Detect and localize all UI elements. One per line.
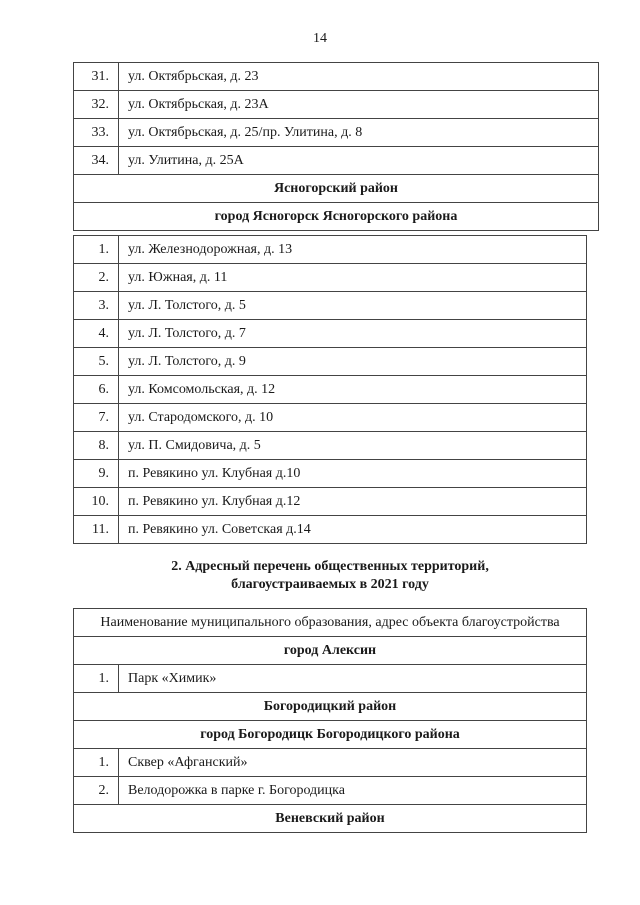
row-address: ул. Л. Толстого, д. 5 <box>119 292 587 320</box>
row-address: ул. Октябрьская, д. 23 <box>119 63 599 91</box>
row-address: ул. Л. Толстого, д. 9 <box>119 348 587 376</box>
table-header-row <box>74 609 587 637</box>
table-row <box>74 292 587 320</box>
table-row <box>74 404 587 432</box>
table-row <box>74 264 587 292</box>
row-address: ул. Южная, д. 11 <box>119 264 587 292</box>
row-number: 2. <box>74 264 119 292</box>
row-number: 32. <box>74 91 119 119</box>
row-number: 7. <box>74 404 119 432</box>
yasnogorsk-address-table <box>73 235 587 544</box>
table-row <box>74 749 587 777</box>
table-row <box>74 147 599 175</box>
row-number: 33. <box>74 119 119 147</box>
row-number: 9. <box>74 460 119 488</box>
table-row <box>74 119 599 147</box>
table-row <box>74 63 599 91</box>
page-number: 14 <box>313 31 327 46</box>
table-row <box>74 348 587 376</box>
row-number: 10. <box>74 488 119 516</box>
section-2-title-line-2: благоустраиваемых в 2021 году <box>231 577 429 592</box>
table-row <box>74 777 587 805</box>
public-territories-table <box>73 608 587 833</box>
row-number: 3. <box>74 292 119 320</box>
row-address: п. Ревякино ул. Клубная д.12 <box>119 488 587 516</box>
row-number: 11. <box>74 516 119 544</box>
city-heading-yasnogorsk: город Ясногорск Ясногорского района <box>74 203 599 231</box>
row-number: 1. <box>74 749 119 777</box>
table-row <box>74 376 587 404</box>
row-address: ул. Железнодорожная, д. 13 <box>119 236 587 264</box>
row-number: 8. <box>74 432 119 460</box>
row-number: 1. <box>74 665 119 693</box>
row-address: ул. Стародомского, д. 10 <box>119 404 587 432</box>
table-row-heading <box>74 637 587 665</box>
district-heading-yasnogorsky: Ясногорский район <box>74 175 599 203</box>
row-address: п. Ревякино ул. Советская д.14 <box>119 516 587 544</box>
row-object: Сквер «Афганский» <box>119 749 587 777</box>
table-row <box>74 236 587 264</box>
row-address: п. Ревякино ул. Клубная д.10 <box>119 460 587 488</box>
row-address: ул. П. Смидовича, д. 5 <box>119 432 587 460</box>
row-address: ул. Комсомольская, д. 12 <box>119 376 587 404</box>
city-heading-bogoroditsk: город Богородицк Богородицкого района <box>74 721 587 749</box>
table-row <box>74 91 599 119</box>
table-row <box>74 460 587 488</box>
row-object: Велодорожка в парке г. Богородицка <box>119 777 587 805</box>
table-row-heading <box>74 721 587 749</box>
row-number: 5. <box>74 348 119 376</box>
district-heading-bogoroditsky: Богородицкий район <box>74 693 587 721</box>
table-row-heading <box>74 693 587 721</box>
section-2-title <box>73 558 587 594</box>
row-address: ул. Улитина, д. 25А <box>119 147 599 175</box>
address-table-continued <box>73 62 599 231</box>
address-table-continued-body <box>74 63 599 175</box>
table-row <box>74 665 587 693</box>
row-address: ул. Октябрьская, д. 23А <box>119 91 599 119</box>
row-address: ул. Л. Толстого, д. 7 <box>119 320 587 348</box>
table-row <box>74 516 587 544</box>
row-number: 6. <box>74 376 119 404</box>
table-row-heading <box>74 175 599 203</box>
table-row <box>74 320 587 348</box>
table-row <box>74 432 587 460</box>
table-row-heading <box>74 203 599 231</box>
table-row <box>74 488 587 516</box>
district-heading-venevsky: Веневский район <box>74 805 587 833</box>
row-object: Парк «Химик» <box>119 665 587 693</box>
row-number: 34. <box>74 147 119 175</box>
table-row-heading <box>74 805 587 833</box>
section-2-title-line-1: 2. Адресный перечень общественных территорий, <box>171 559 489 574</box>
yasnogorsk-address-table-body <box>74 236 587 544</box>
column-header: Наименование муниципального образования, адрес объекта благоустройства <box>74 609 587 637</box>
row-number: 31. <box>74 63 119 91</box>
city-heading-aleksin: город Алексин <box>74 637 587 665</box>
row-number: 4. <box>74 320 119 348</box>
row-number: 1. <box>74 236 119 264</box>
row-address: ул. Октябрьская, д. 25/пр. Улитина, д. 8 <box>119 119 599 147</box>
row-number: 2. <box>74 777 119 805</box>
